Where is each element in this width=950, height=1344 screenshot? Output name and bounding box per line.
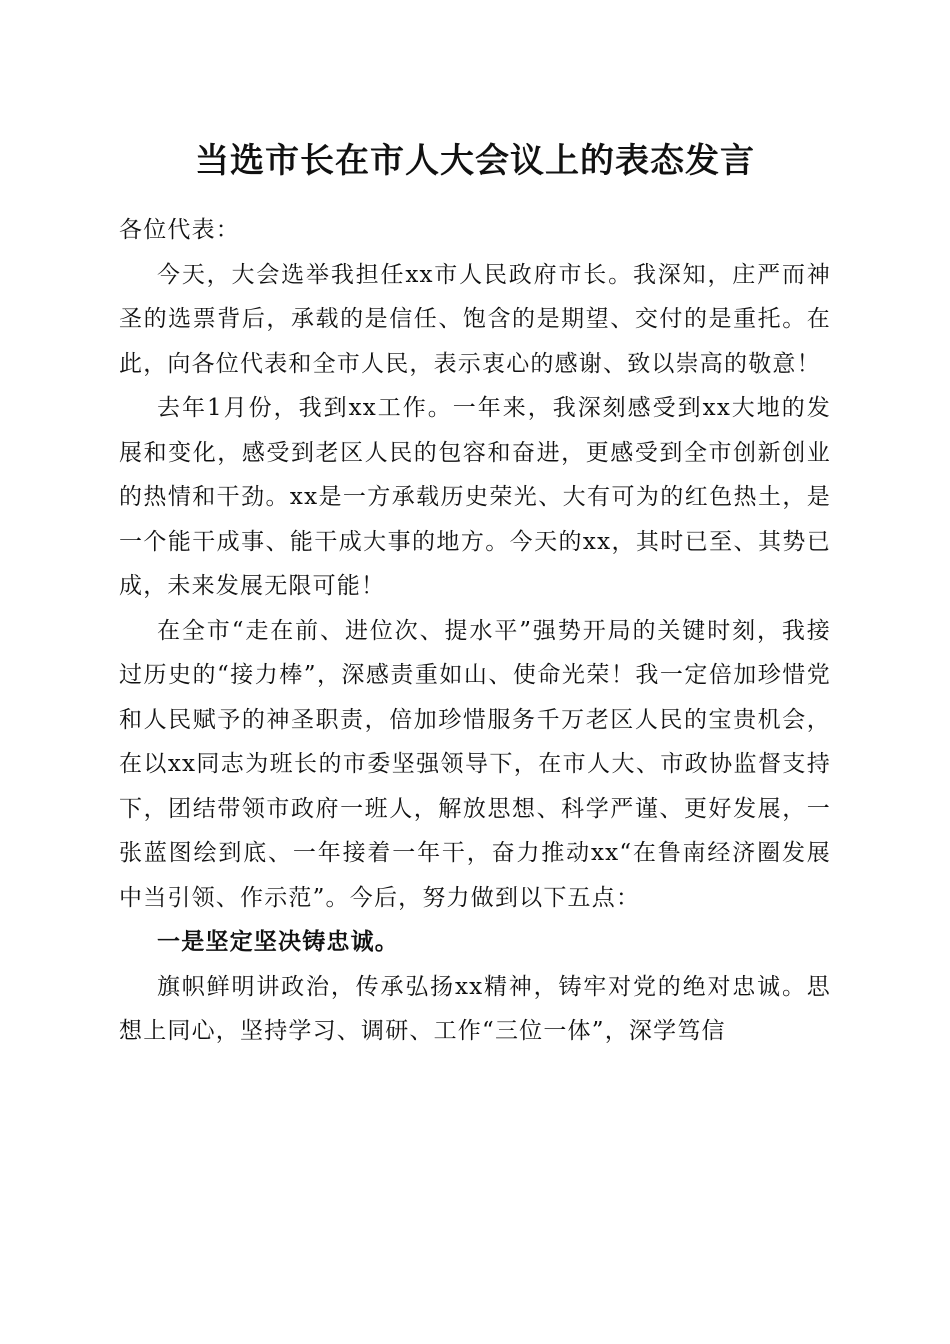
paragraph-commitment: 在全市“走在前、进位次、提水平”强势开局的关键时刻，我接过历史的“接力棒”，深感责重如山、使命光荣！我一定倍加珍惜党和人民赋予的神圣职责，倍加珍惜服务千万老区人民的宝贵机会，在以xx同志为班长的市委坚强领导下，在市人大、市政协监督支持下，团结带领市政府一班人，解放思想、科学严谨、更好发展，一张蓝图绘到底、一年接着一年干，奋力推动xx“在鲁南经济圈发展中当引领、作示范”。今后，努力做到以下五点：: [119, 617, 831, 911]
paragraph-experience: 去年1月份，我到xx工作。一年来，我深刻感受到xx大地的发展和变化，感受到老区人民的包容和奋进，更感受到全市创新创业的热情和干劲。xx是一方承载历史荣光、大有可为的红色热土，是一个能干成事、能干成大事的地方。今天的xx，其时已至、其势已成，未来发展无限可能！: [119, 395, 831, 599]
paragraph-opening: 今天，大会选举我担任xx市人民政府市长。我深知，庄严而神圣的选票背后，承载的是信任、饱含的是期望、交付的是重托。在此，向各位代表和全市人民，表示衷心的感谢、致以崇高的敬意！: [119, 261, 831, 377]
salutation: 各位代表：: [119, 217, 240, 243]
document-title: 当选市长在市人大会议上的表态发言: [195, 141, 755, 181]
section-paragraph: 旗帜鲜明讲政治，传承弘扬xx精神，铸牢对党的绝对忠诚。思想上同心，坚持学习、调研、工作“三位一体”，深学笃信: [119, 973, 831, 1044]
document-body: [119, 208, 831, 1054]
section-heading: 一是坚定坚决铸忠诚。: [157, 928, 399, 955]
